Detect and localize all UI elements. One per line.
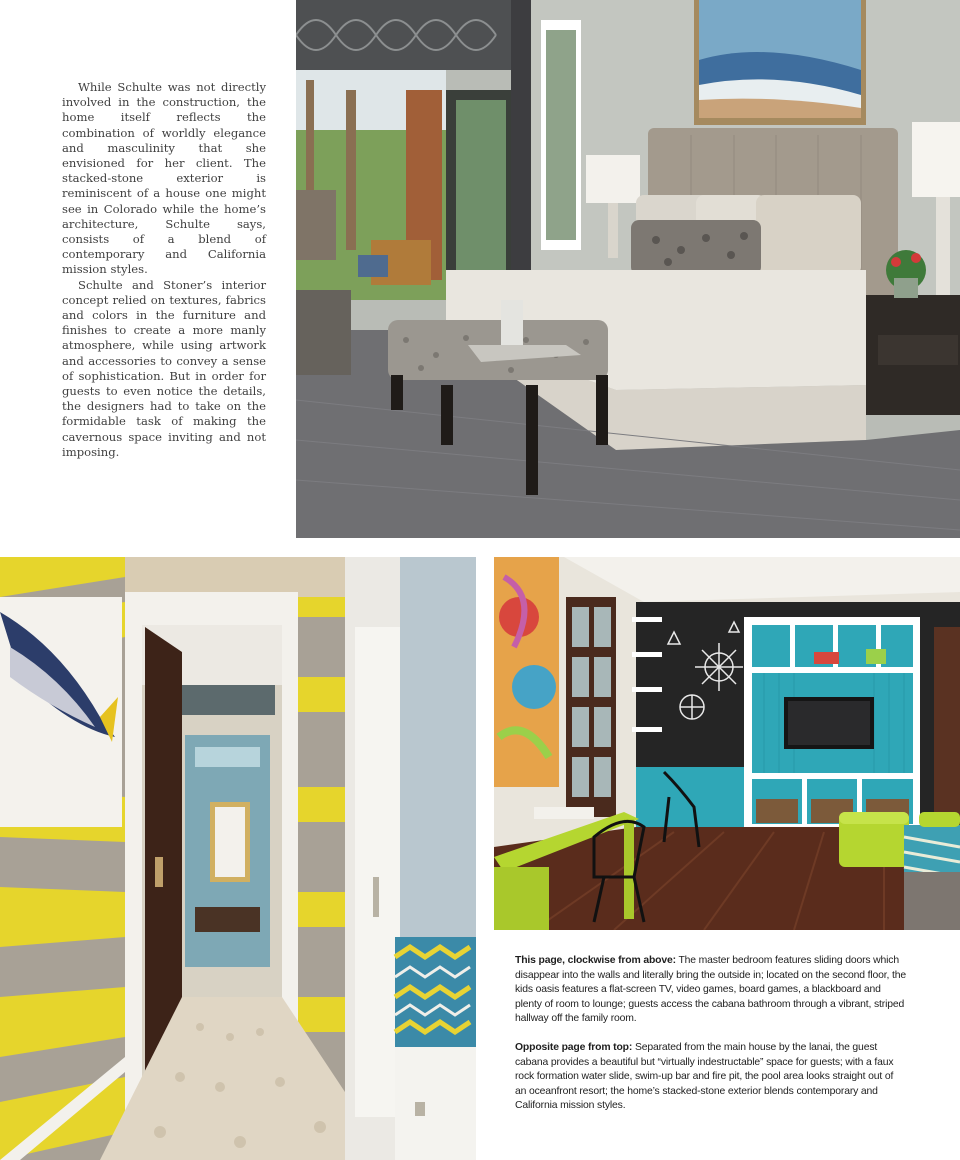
master-bedroom-photo [296, 0, 960, 538]
caption-this-page [515, 954, 907, 1027]
striped-hallway-photo [0, 557, 476, 1160]
article-body [62, 80, 266, 460]
hallway-illustration [0, 557, 476, 1160]
caption-text: Separated from the main house by the lanai, the guest cabana provides a beautiful but “virtually indestructable” space for guests; with a faux rock formation water slide, swim-up bar and fire pit, the pool area looks straight out of an oceanfront resort; the home’s stacked-stone exterior blends contemporary and California mission styles. [515, 1041, 894, 1112]
bedroom-illustration [296, 0, 960, 538]
article-paragraph: While Schulte was not directly involved in the construction, the home itself reflects the combination of worldly elegance and masculinity that she envisioned for her client. The stacked-stone exterior is reminiscent of a house one might see in Colorado while the home’s architecture, Schulte says, consists of a blend of contemporary and California mission styles. [62, 80, 266, 277]
caption-opposite-page [515, 1041, 907, 1114]
kids-oasis-photo [494, 557, 960, 930]
photo-captions [515, 954, 907, 1128]
kids-room-illustration [494, 557, 960, 930]
caption-heading: Opposite page from top: [515, 1041, 633, 1053]
caption-text: The master bedroom features sliding doors which disappear into the walls and literally bring the outside in; located on the second floor, the kids oasis features a flat-screen TV, video games, board games, a blackboard and plenty of room to lounge; guests access the cabana bathroom through a vibrant, striped hallway off the family room. [515, 955, 906, 1025]
caption-heading: This page, clockwise from above: [515, 955, 676, 966]
article-paragraph: Schulte and Stoner’s interior concept relied on textures, fabrics and colors in the furniture and finishes to create a more manly atmosphere, while using artwork and accessories to convey a sense of sophistication. But in order for guests to even notice the details, the designers had to take on the formidable task of making the cavernous space inviting and not imposing. [62, 277, 266, 459]
